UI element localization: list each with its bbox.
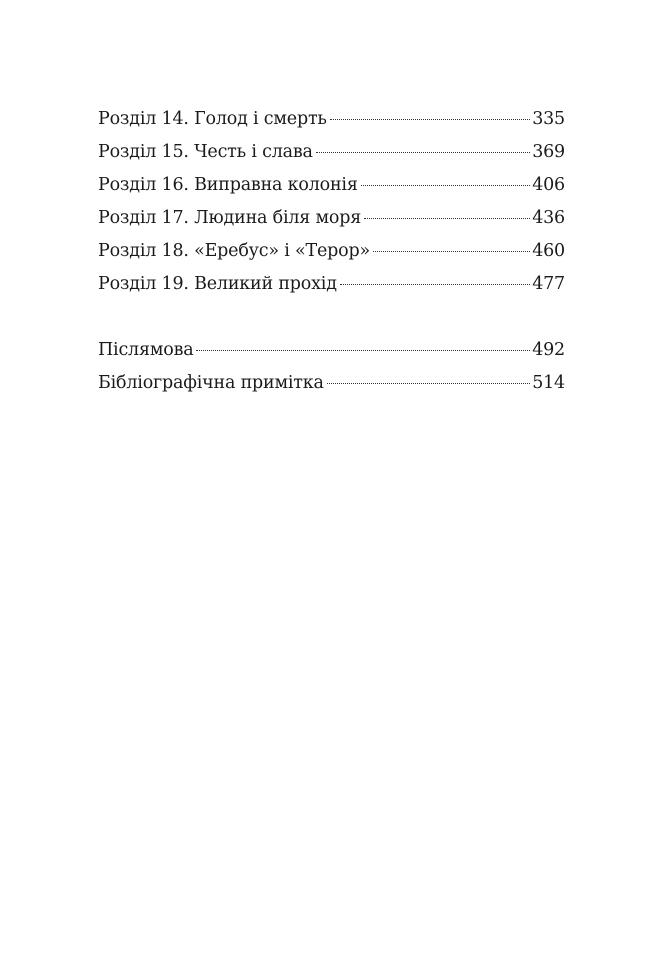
- dot-leader: [340, 284, 530, 285]
- table-of-contents: [98, 108, 565, 405]
- dot-leader: [196, 350, 530, 351]
- toc-entry-chapter-16: [98, 174, 565, 207]
- toc-entry-title: Розділ 18. «Еребус» і «Терор»: [98, 241, 370, 261]
- toc-entry-chapter-15: [98, 141, 565, 174]
- toc-entry-page-number: 514: [532, 373, 565, 393]
- toc-entry-bibliographic-note: [98, 372, 565, 405]
- dot-leader: [316, 152, 530, 153]
- toc-entry-title: Розділ 19. Великий прохід: [98, 274, 337, 294]
- toc-entry-page-number: 406: [532, 175, 565, 195]
- back-matter-list: [98, 339, 565, 405]
- chapters-list: [98, 108, 565, 306]
- dot-leader: [327, 383, 530, 384]
- toc-entry-page-number: 436: [532, 208, 565, 228]
- toc-entry-title: Розділ 17. Людина біля моря: [98, 208, 362, 228]
- toc-entry-page-number: 335: [532, 109, 565, 129]
- toc-entry-afterword: [98, 339, 565, 372]
- toc-entry-title: Післямова: [98, 340, 194, 360]
- dot-leader: [364, 218, 530, 219]
- toc-entry-chapter-14: [98, 108, 565, 141]
- toc-entry-page-number: 492: [532, 340, 565, 360]
- dot-leader: [361, 185, 531, 186]
- toc-entry-page-number: 477: [532, 274, 565, 294]
- toc-entry-chapter-18: [98, 240, 565, 273]
- dot-leader: [330, 119, 530, 120]
- toc-entry-title: Розділ 14. Голод і смерть: [98, 109, 327, 129]
- toc-entry-page-number: 460: [532, 241, 565, 261]
- toc-entry-page-number: 369: [532, 142, 565, 162]
- toc-entry-chapter-19: [98, 273, 565, 306]
- toc-entry-title: Бібліографічна примітка: [98, 373, 324, 393]
- toc-entry-chapter-17: [98, 207, 565, 240]
- toc-entry-title: Розділ 15. Честь і слава: [98, 142, 313, 162]
- toc-entry-title: Розділ 16. Виправна колонія: [98, 175, 358, 195]
- dot-leader: [373, 251, 530, 252]
